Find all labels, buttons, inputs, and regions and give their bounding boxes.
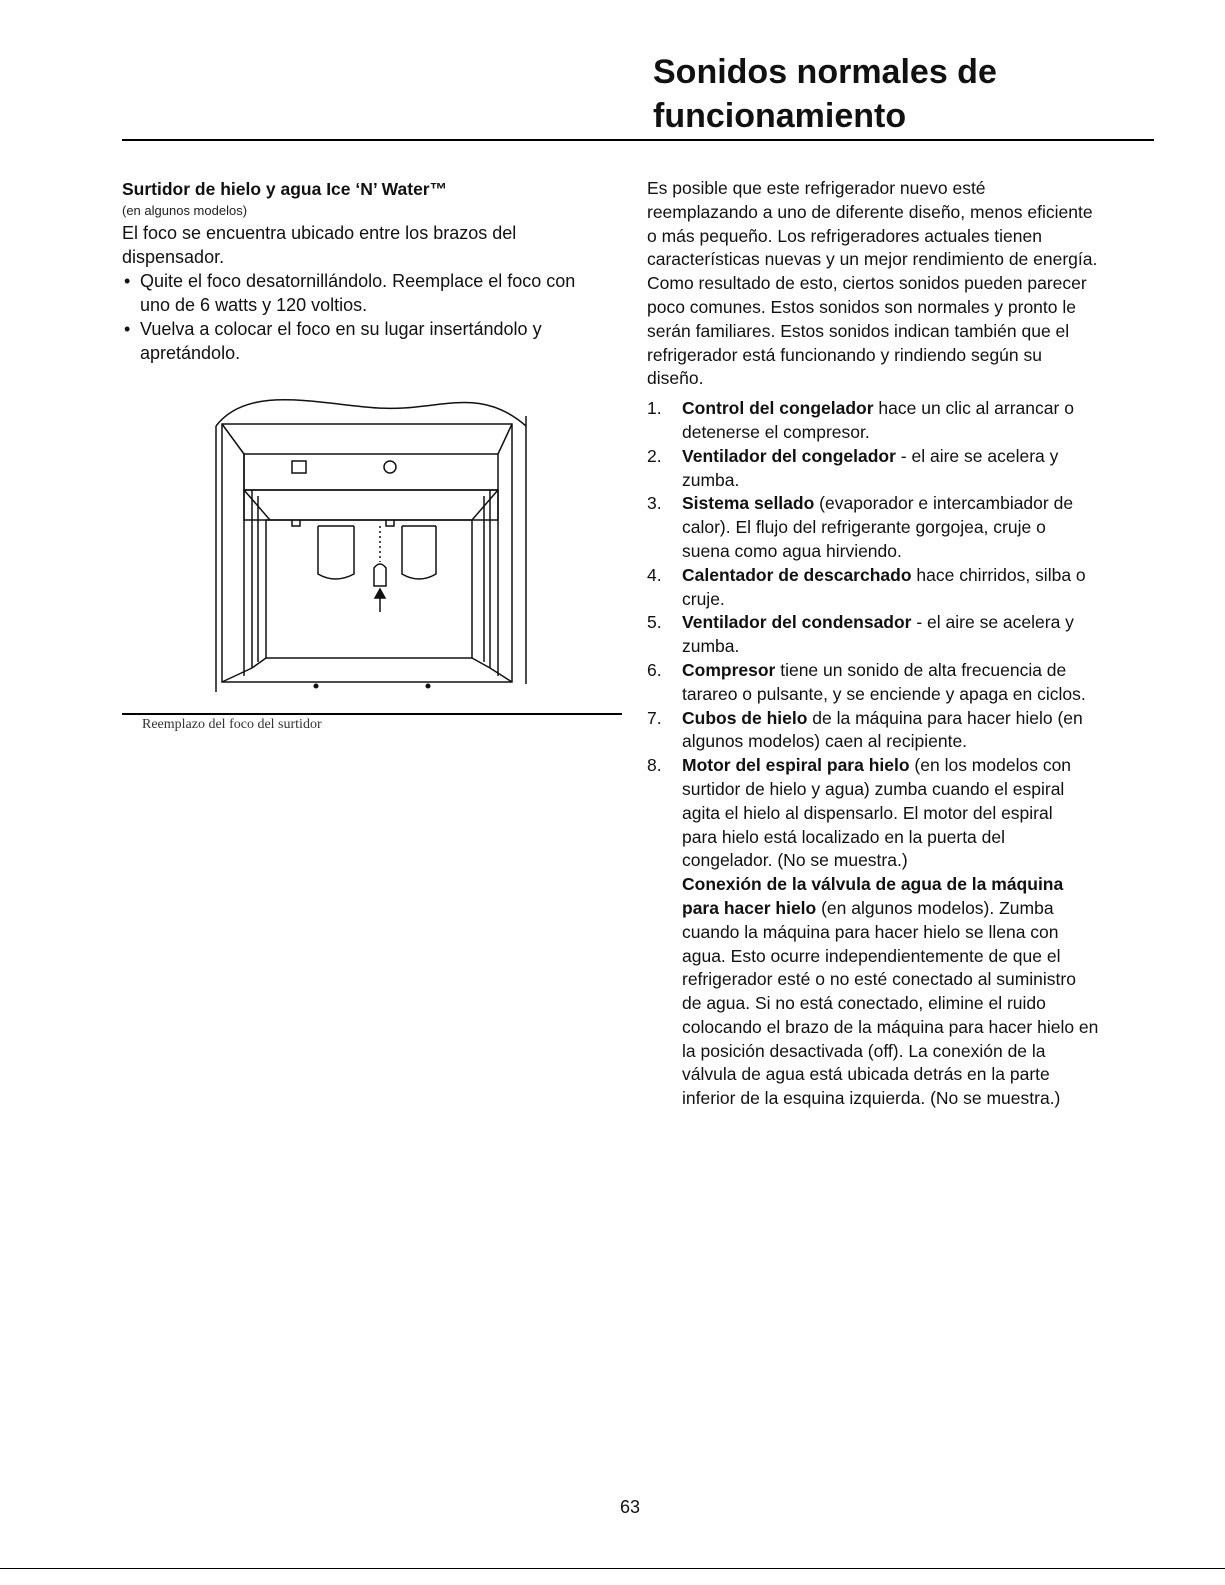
intro-line: Es posible que este refrigerador nuevo esté — [647, 178, 986, 198]
item-text: (evaporador e intercambiador de — [814, 493, 1074, 514]
list-item — [647, 397, 1157, 445]
item-text: para hielo está localizado en la puerta del — [682, 826, 1005, 847]
valve-text: refrigerador esté o no esté conectado al suministro — [682, 969, 1076, 990]
figure-caption: Reemplazo del foco del surtidor — [142, 717, 322, 732]
list-item — [647, 492, 1157, 563]
item-number: 7. — [647, 707, 662, 728]
bullet-dot: • — [124, 319, 131, 339]
intro-line: serán familiares. Estos sonidos indican también que el — [647, 320, 1070, 341]
item-text: - el aire se acelera y — [911, 612, 1074, 633]
bullet-text: Vuelva a colocar el foco en su lugar insertándolo y — [140, 319, 542, 339]
intro-paragraph — [647, 177, 1157, 391]
item-text: hace chirridos, silba o — [911, 564, 1086, 585]
bullet-list — [122, 269, 627, 365]
bottom-rule — [0, 1568, 1225, 1569]
valve-connection-paragraph — [647, 873, 1157, 1111]
page-number: 63 — [619, 1497, 641, 1517]
item-term: Cubos de hielo — [682, 707, 808, 728]
bullet-text: apretándolo. — [140, 343, 241, 363]
intro-line: reemplazando a uno de diferente diseño, menos eficiente — [647, 201, 1093, 222]
section-subheading: (en algunos modelos) — [122, 203, 248, 218]
valve-text: agua. Esto ocurre independientemente de que el — [682, 945, 1061, 966]
page-title — [653, 50, 1173, 138]
item-number: 4. — [647, 564, 662, 585]
bullet-text: uno de 6 watts y 120 voltios. — [140, 295, 368, 315]
title-rule — [122, 139, 1154, 141]
list-item — [647, 564, 1157, 612]
bullet-dot: • — [124, 271, 131, 291]
item-number: 3. — [647, 493, 662, 514]
intro-line: El foco se encuentra ubicado entre los brazos del — [122, 223, 517, 243]
item-text: (en los modelos con — [909, 755, 1072, 776]
intro-text — [122, 221, 627, 269]
item-number: 5. — [647, 612, 662, 633]
caption-rule — [122, 713, 622, 715]
item-text: - el aire se acelera y — [895, 445, 1059, 466]
list-item — [647, 707, 1157, 755]
item-term: Sistema sellado — [682, 493, 815, 514]
valve-heading: para hacer hielo — [682, 897, 817, 918]
bullet-text: Quite el foco desatornillándolo. Reemplace el foco con — [140, 271, 576, 291]
intro-line: refrigerador está funcionando y rindiendo según su — [647, 344, 1042, 365]
item-text: surtidor de hielo y agua) zumba cuando el espiral — [682, 778, 1065, 799]
valve-text: la posición desactivada (off). La conexión de la — [682, 1040, 1046, 1061]
page-title-line-1: Sonidos normales de — [653, 53, 997, 91]
item-text: congelador. (No se muestra.) — [682, 850, 908, 871]
item-text: agita el hielo al dispensarlo. El motor del espiral — [682, 802, 1053, 823]
sounds-list — [647, 397, 1157, 873]
item-text: detenerse el compresor. — [682, 421, 870, 442]
item-text: calor). El flujo del refrigerante gorgojea, cruje o — [682, 517, 1046, 538]
list-item — [647, 659, 1157, 707]
bullet-item — [122, 317, 627, 365]
intro-line: características nuevas y un mejor rendimiento de energía. — [647, 249, 1098, 270]
item-term: Motor del espiral para hielo — [682, 755, 910, 776]
valve-heading: Conexión de la válvula de agua de la máquina — [682, 874, 1064, 895]
item-term: Calentador de descarchado — [682, 564, 912, 585]
intro-line: Como resultado de esto, ciertos sonidos pueden parecer — [647, 273, 1087, 294]
item-term: Ventilador del condensador — [682, 612, 912, 633]
intro-line: diseño. — [647, 368, 704, 389]
item-text: suena como agua hirviendo. — [682, 540, 902, 561]
list-item — [647, 754, 1157, 873]
valve-text: válvula de agua está ubicada detrás en la parte — [682, 1064, 1050, 1085]
intro-line: poco comunes. Estos sonidos son normales y pronto le — [647, 296, 1076, 317]
item-text: hace un clic al arrancar o — [873, 398, 1074, 419]
item-text: zumba. — [682, 636, 740, 657]
section-heading: Surtidor de hielo y agua Ice ‘N’ Water™ — [122, 179, 448, 199]
dispenser-illustration — [208, 386, 538, 698]
valve-text: (en algunos modelos). Zumba — [816, 897, 1054, 918]
item-term: Control del congelador — [682, 398, 874, 419]
item-number: 8. — [647, 755, 662, 776]
item-text: cruje. — [682, 588, 725, 609]
item-text: zumba. — [682, 469, 740, 490]
item-number: 2. — [647, 445, 662, 466]
intro-line: dispensador. — [122, 247, 225, 267]
valve-text: de agua. Si no está conectado, elimine el ruido — [682, 993, 1046, 1014]
page-title-line-2: funcionamiento — [653, 97, 907, 135]
valve-text: inferior de la esquina izquierda. (No se muestra.) — [682, 1088, 1061, 1109]
item-number: 1. — [647, 398, 662, 419]
right-column — [647, 177, 1157, 1111]
item-term: Ventilador del congelador — [682, 445, 896, 466]
bullet-item — [122, 269, 627, 317]
item-text: tiene un sonido de alta frecuencia de — [775, 659, 1067, 680]
item-term: Compresor — [682, 659, 776, 680]
left-column — [122, 177, 627, 365]
list-item — [647, 611, 1157, 659]
valve-text: colocando el brazo de la máquina para hacer hielo en — [682, 1016, 1099, 1037]
valve-text: cuando la máquina para hacer hielo se llena con — [682, 921, 1059, 942]
item-text: algunos modelos) caen al recipiente. — [682, 731, 968, 752]
list-item — [647, 445, 1157, 493]
item-text: tarareo o pulsante, y se enciende y apaga en ciclos. — [682, 683, 1086, 704]
item-number: 6. — [647, 659, 662, 680]
item-text: de la máquina para hacer hielo (en — [807, 707, 1083, 728]
intro-line: o más pequeño. Los refrigeradores actuales tienen — [647, 225, 1042, 246]
